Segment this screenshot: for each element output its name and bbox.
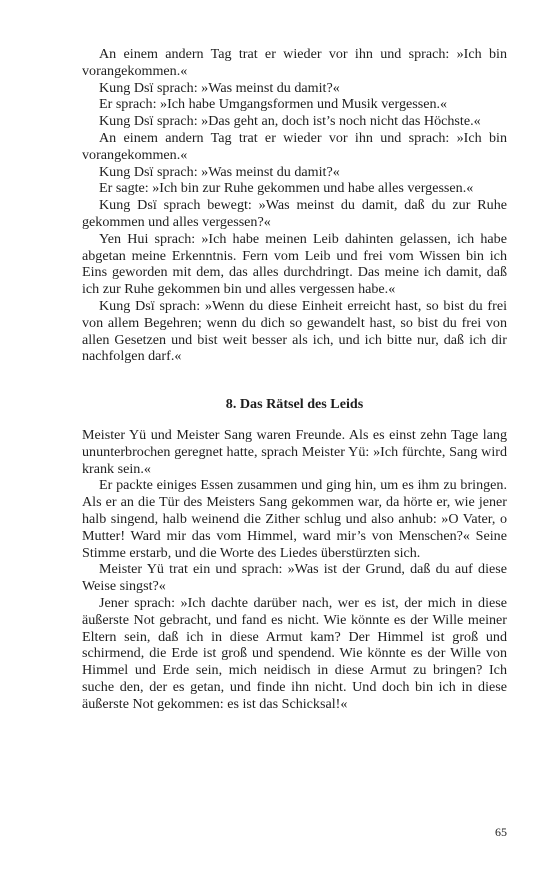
paragraph: An einem andern Tag trat er wieder vor ihn und sprach: »Ich bin vorangekommen.«: [82, 46, 507, 79]
paragraph: Kung Dsï sprach: »Das geht an, doch ist’s noch nicht das Höchste.«: [99, 113, 481, 130]
paragraph: An einem andern Tag trat er wieder vor ihn und sprach: »Ich bin vorangekommen.«: [82, 129, 507, 163]
page-number: 65: [495, 825, 507, 839]
paragraph: Yen Hui sprach: »Ich habe meinen Leib dahinten gelassen, ich habe abgetan meine Erkenntnis. Fern vom Leib und frei vom Wissen bin ich Eins geworden mit dem, das alles durchdringt. Das meine ich damit, daß ich zur Ruhe gekommen bin und alles vergessen habe.«: [82, 230, 507, 298]
paragraph: Kung Dsï sprach bewegt: »Was meinst du damit, daß du zur Ruhe gekommen und alles vergessen?«: [82, 197, 507, 230]
text-block-dialogue: [82, 46, 507, 365]
paragraph: Er sagte: »Ich bin zur Ruhe gekommen und habe alles vergessen.«: [99, 180, 474, 197]
paragraph: Er packte einiges Essen zusammen und ging hin, um es ihm zu bringen. Als er an die Tür des Meisters Sang gekommen war, da hörte er, wie jener halb singend, halb weinend die Zither schlug und also anhub: »O Vater, o Mutter! Ward mir das vom Himmel, ward mir’s von Menschen?« Seine Stimme erstarb, und die Worte des Liedes überstürzten sich.: [82, 477, 507, 561]
paragraph: Kung Dsï sprach: »Was meinst du damit?«: [99, 79, 340, 96]
paragraph: Meister Yü und Meister Sang waren Freunde. Als es einst zehn Tage lang ununterbrochen geregnet hatte, sprach Meister Yü: »Ich fürchte, Sang wird krank sein.«: [82, 427, 507, 477]
paragraph: Kung Dsï sprach: »Was meinst du damit?«: [99, 163, 340, 180]
text-block-section: [82, 427, 507, 713]
paragraph: Jener sprach: »Ich dachte darüber nach, wer es ist, der mich in diese äußerste Not gebracht, und fand es nicht. Wie könnte es der Wille meiner Eltern sein, daß ich in diese Armut kam? Der Himmel ist groß und schirmend, die Erde ist groß und spendend. Wie könnte es der Wille von Himmel und Erde sein, mich neidisch in diese Armut zu bringen? Ich suche den, der es getan, und finde ihn nicht. Und doch bin ich in diese äußerste Not gekommen: es ist das Schicksal!«: [82, 594, 507, 712]
section-heading: 8. Das Rätsel des Leids: [225, 396, 364, 412]
paragraph: Kung Dsï sprach: »Wenn du diese Einheit erreicht hast, so bist du frei von allem Begehren; wenn du dich so gewandelt hast, so bist du frei von allen Gesetzen und bist weit besser als ich, und ich bitte nur, daß ich dir nachfolgen darf.«: [82, 297, 507, 365]
paragraph: Meister Yü trat ein und sprach: »Was ist der Grund, daß du auf diese Weise singst?«: [82, 561, 507, 595]
paragraph: Er sprach: »Ich habe Umgangsformen und Musik vergessen.«: [99, 96, 448, 113]
